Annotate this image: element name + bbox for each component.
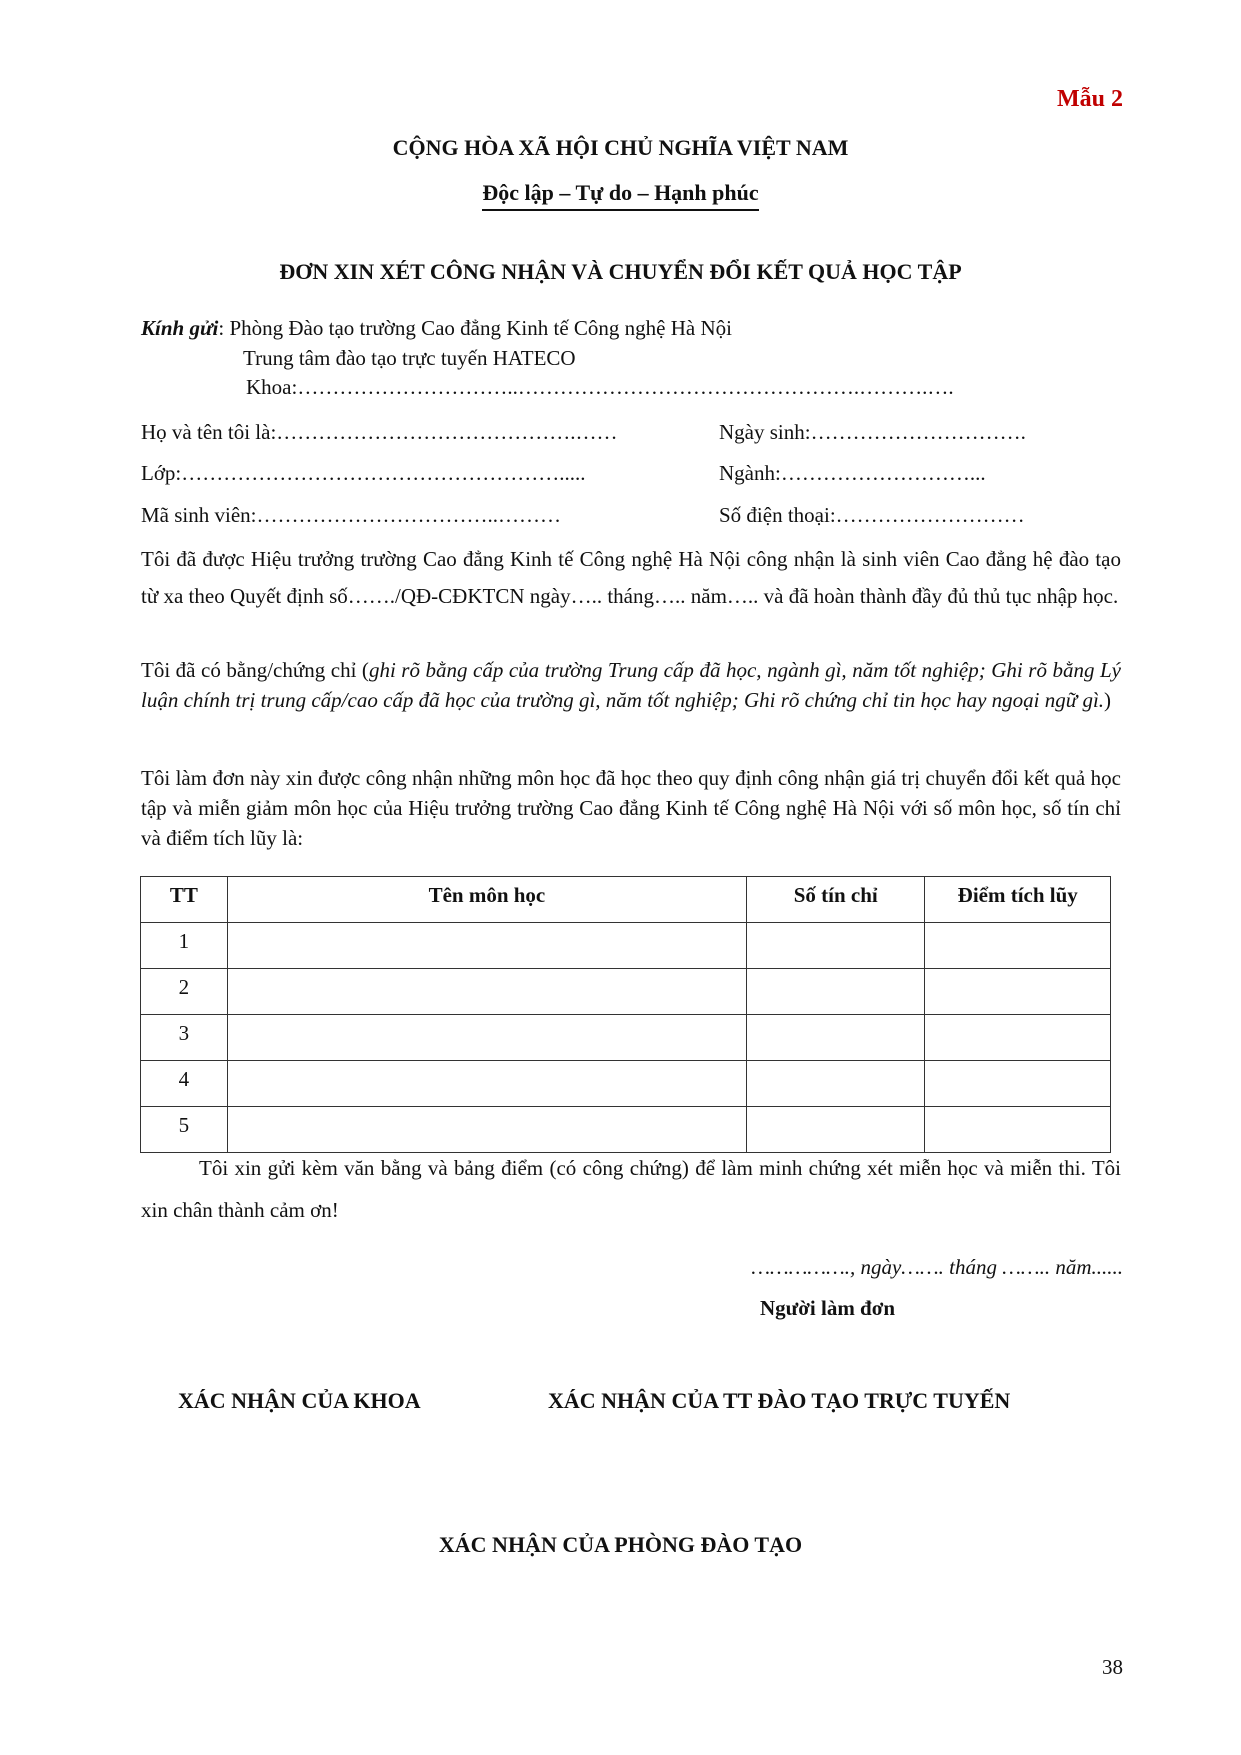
credits-cell[interactable] <box>747 1107 925 1153</box>
subject-name-cell[interactable] <box>227 923 746 969</box>
score-cell[interactable] <box>925 1061 1111 1107</box>
recipient-line-3: Khoa:…………………………..………………………………………….……….…. <box>246 375 954 399</box>
header-accumulated-score: Điểm tích lũy <box>925 877 1111 923</box>
signature-role: Người làm đơn <box>760 1296 896 1320</box>
credits-cell[interactable] <box>747 969 925 1015</box>
credits-cell[interactable] <box>747 923 925 969</box>
grades-table <box>140 876 1111 1153</box>
certificates-suffix: ) <box>1104 688 1112 712</box>
paragraph-attachments: Tôi xin gửi kèm văn bằng và bảng điểm (có công chứng) để làm minh chứng xét miễn học và miễn thi. Tôi xin chân thành cảm ơn! <box>141 1156 1121 1222</box>
field-class: Lớp:………………………………………………..... <box>141 461 586 485</box>
header-tt: TT <box>141 877 228 923</box>
field-dob: Ngày sinh:…………………………. <box>719 420 1026 444</box>
table-row <box>141 923 1111 969</box>
subject-name-cell[interactable] <box>227 969 746 1015</box>
recipient-line-2: Trung tâm đào tạo trực tuyến HATECO <box>243 346 576 370</box>
faculty-confirmation: XÁC NHẬN CỦA KHOA <box>178 1388 421 1413</box>
form-number: Mẫu 2 <box>1057 86 1123 112</box>
header-subject-name: Tên môn học <box>227 877 746 923</box>
motto: Độc lập – Tự do – Hạnh phúc <box>482 180 758 211</box>
signature-date-line: ……………., ngày……. tháng …….. năm...... <box>751 1255 1123 1279</box>
subject-name-cell[interactable] <box>227 1061 746 1107</box>
paragraph-enrollment: Tôi đã được Hiệu trưởng trường Cao đẳng Kinh tế Công nghệ Hà Nội công nhận là sinh viên Cao đẳng hệ đào tạo từ xa theo Quyết định số……./QĐ-CĐKTCN ngày….. tháng….. năm….. và đã hoàn thành đầy đủ thủ tục nhập học. <box>141 547 1121 608</box>
score-cell[interactable] <box>925 1015 1111 1061</box>
table-row <box>141 1015 1111 1061</box>
row-number: 3 <box>141 1015 228 1061</box>
row-number: 5 <box>141 1107 228 1153</box>
score-cell[interactable] <box>925 969 1111 1015</box>
motto-wrapper <box>0 180 1241 211</box>
country-header: CỘNG HÒA XÃ HỘI CHỦ NGHĨA VIỆT NAM <box>392 135 849 160</box>
field-phone: Số điện thoại:……………………… <box>719 503 1025 527</box>
row-number: 1 <box>141 923 228 969</box>
table-header-row <box>141 877 1111 923</box>
document-title: ĐƠN XIN XÉT CÔNG NHẬN VÀ CHUYỂN ĐỔI KẾT QUẢ HỌC TẬP <box>279 259 962 284</box>
header-credits: Số tín chỉ <box>747 877 925 923</box>
field-student-id: Mã sinh viên:……………………………..……… <box>141 503 561 527</box>
credits-cell[interactable] <box>747 1061 925 1107</box>
recipient-office: : Phòng Đào tạo trường Cao đẳng Kinh tế Công nghệ Hà Nội <box>218 316 732 340</box>
online-center-confirmation: XÁC NHẬN CỦA TT ĐÀO TẠO TRỰC TUYẾN <box>548 1388 1011 1413</box>
table-row <box>141 969 1111 1015</box>
page-number: 38 <box>1102 1655 1123 1679</box>
score-cell[interactable] <box>925 1107 1111 1153</box>
row-number: 4 <box>141 1061 228 1107</box>
paragraph-certificates <box>141 655 1121 715</box>
subject-name-cell[interactable] <box>227 1015 746 1061</box>
table-row <box>141 1061 1111 1107</box>
recipient-label: Kính gửi <box>141 316 219 340</box>
recipient-line-1 <box>141 316 732 341</box>
score-cell[interactable] <box>925 923 1111 969</box>
table-row <box>141 1107 1111 1153</box>
certificates-instructions: ghi rõ bằng cấp của trường Trung cấp đã học, ngành gì, năm tốt nghiệp; Ghi rõ bằng Lý luận chính trị trung cấp/cao cấp đã học của trường gì, năm tốt nghiệp; Ghi rõ chứng chỉ tin học hay ngoại ngữ gì. <box>141 658 1122 712</box>
training-office-confirmation: XÁC NHẬN CỦA PHÒNG ĐÀO TẠO <box>438 1532 803 1557</box>
field-name: Họ và tên tôi là:…………………………………….…… <box>141 420 618 444</box>
row-number: 2 <box>141 969 228 1015</box>
subject-name-cell[interactable] <box>227 1107 746 1153</box>
certificates-prefix: Tôi đã có bằng/chứng chỉ ( <box>141 658 369 682</box>
paragraph-request: Tôi làm đơn này xin được công nhận những môn học đã học theo quy định công nhận giá trị chuyển đổi kết quả học tập và miễn giảm môn học của Hiệu trưởng trường Cao đẳng Kinh tế Công nghệ Hà Nội với số môn học, số tín chỉ và điểm tích lũy là: <box>141 766 1121 850</box>
field-major: Ngành:………………………... <box>719 461 986 485</box>
credits-cell[interactable] <box>747 1015 925 1061</box>
